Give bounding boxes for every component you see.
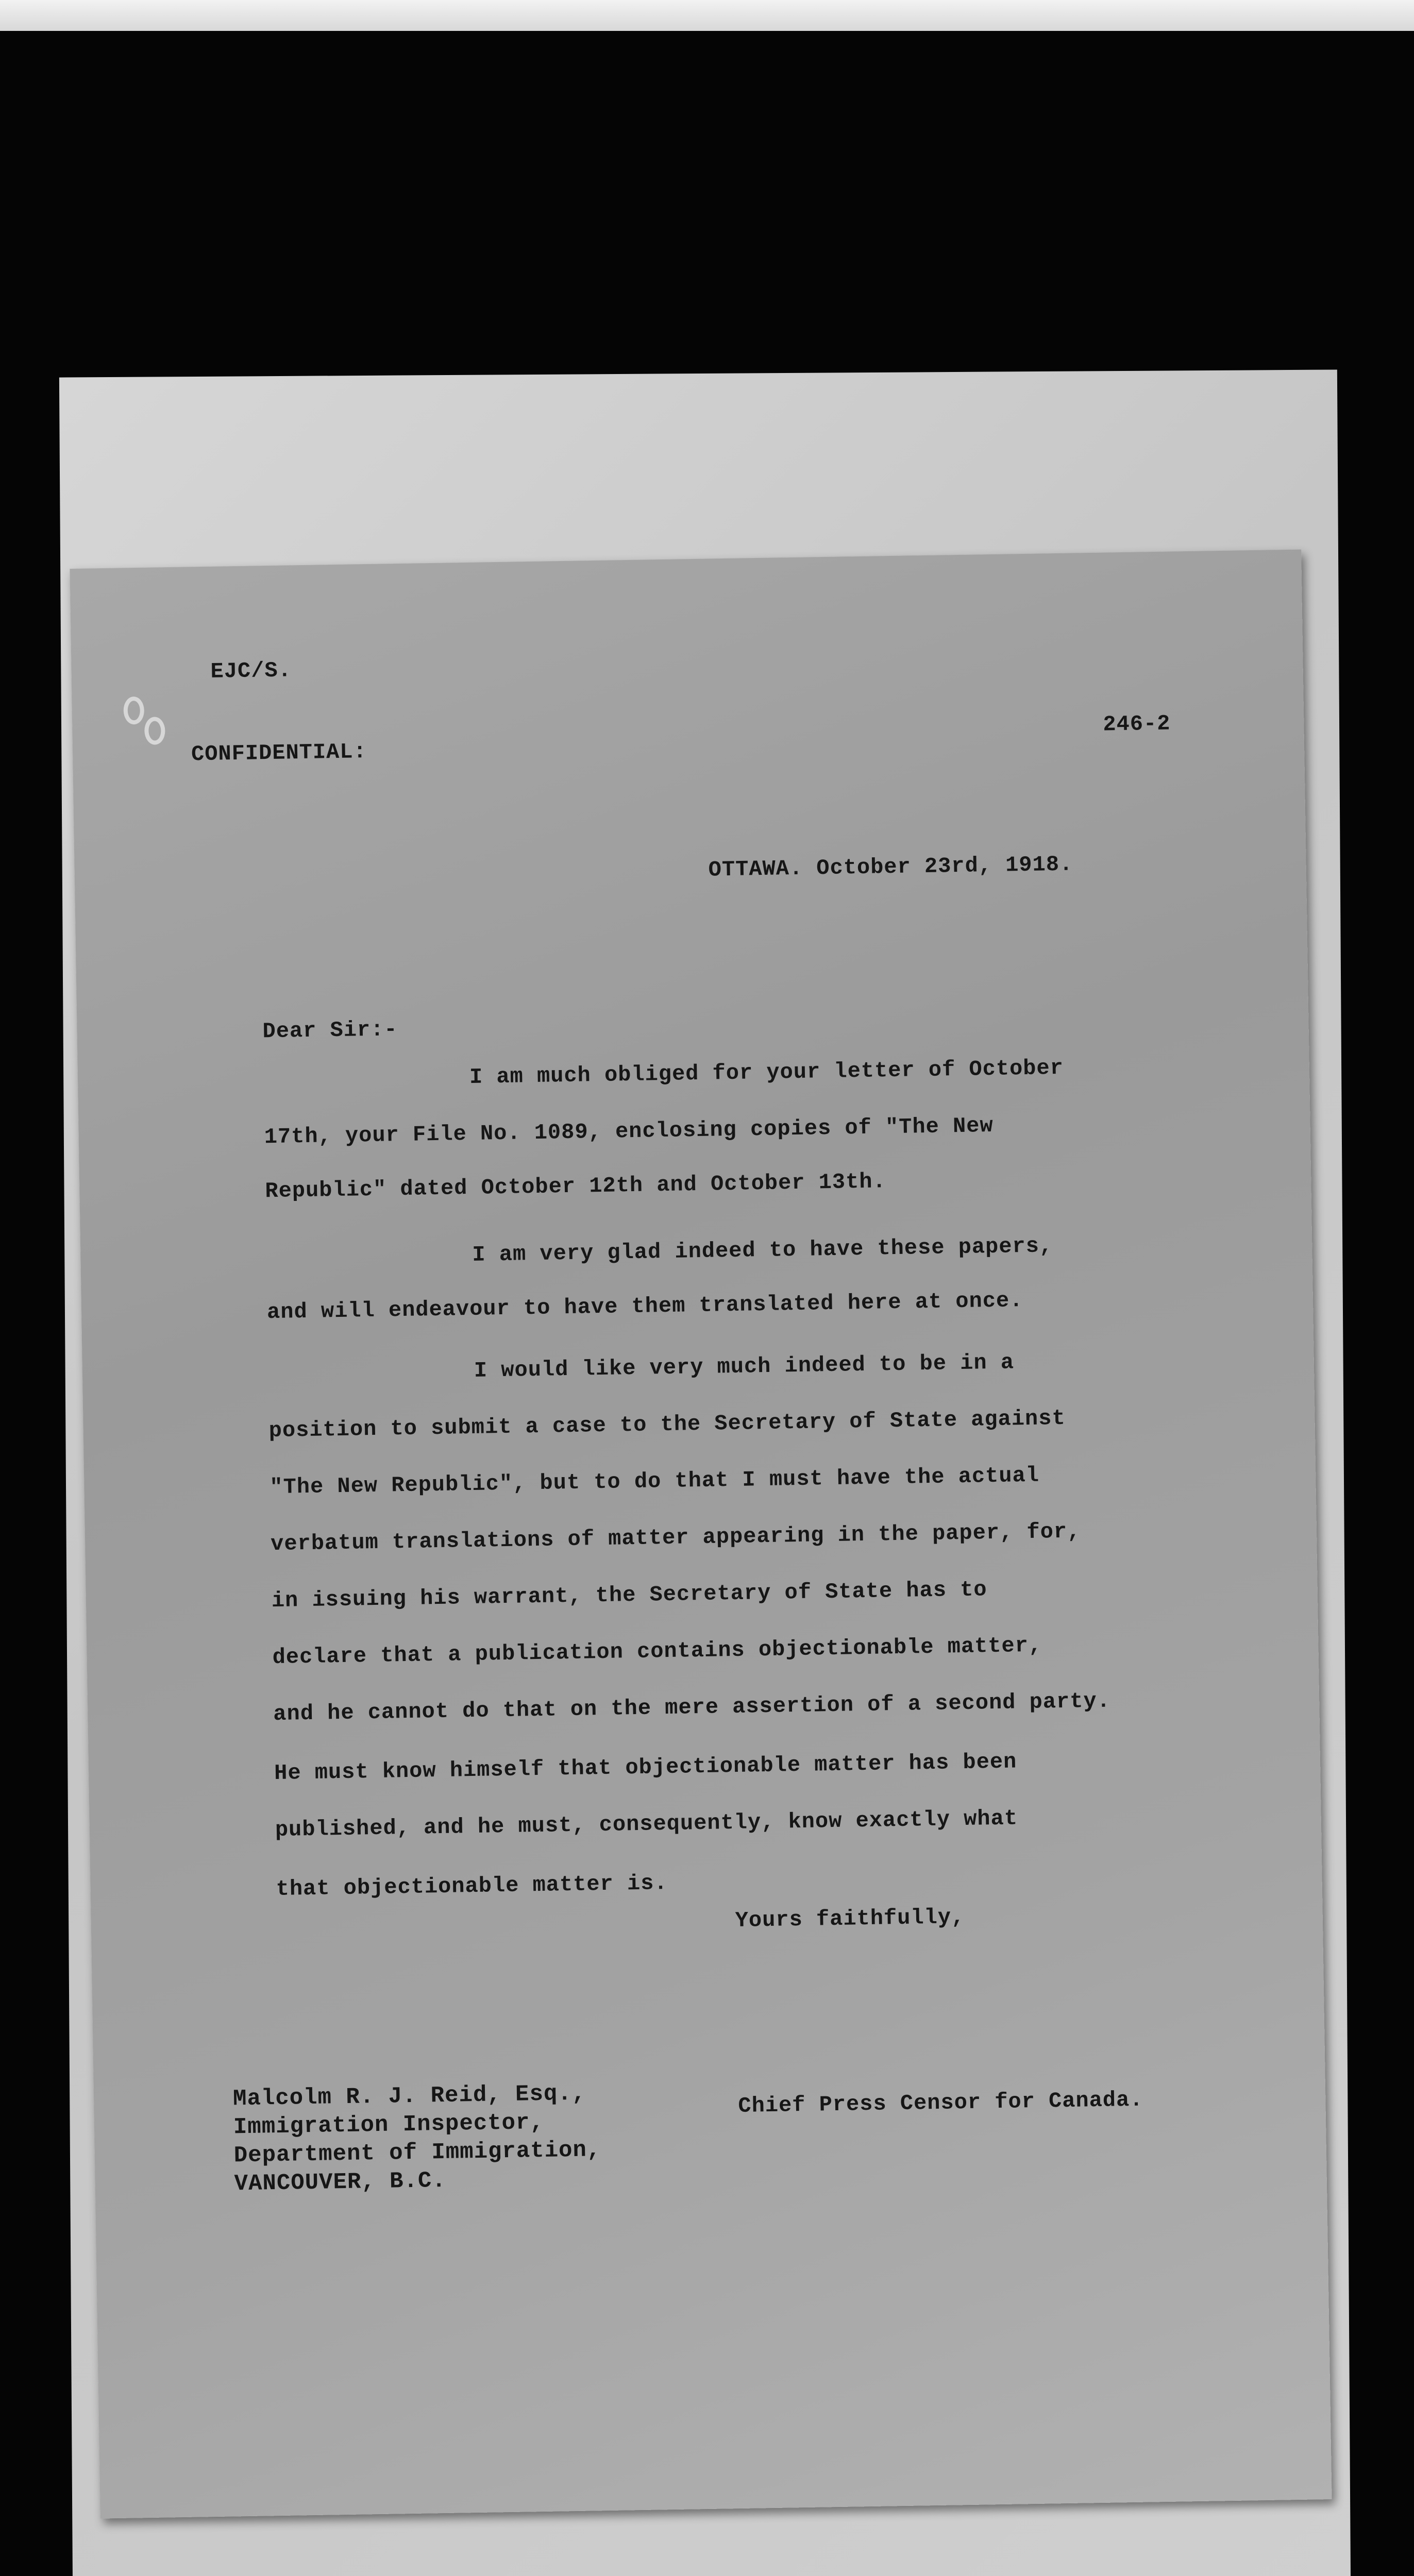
closing: Yours faithfully, xyxy=(735,1905,965,1934)
body-line: Republic" dated October 12th and October 13th. xyxy=(265,1169,887,1204)
binder-ring-icon xyxy=(123,697,144,725)
body-line: He must know himself that objectionable matter has been xyxy=(274,1749,1017,1786)
signatory: Chief Press Censor for Canada. xyxy=(738,2087,1143,2119)
body-line: I would like very much indeed to be in a xyxy=(474,1350,1015,1383)
body-line: "The New Republic", but to do that I must have the actual xyxy=(270,1463,1040,1500)
binder-ring-icon xyxy=(144,717,165,745)
body-line: I am very glad indeed to have these papers, xyxy=(472,1233,1053,1267)
body-line: in issuing his warrant, the Secretary of State has to xyxy=(271,1577,987,1614)
body-line: I am much obliged for your letter of October xyxy=(469,1055,1064,1090)
body-line: and he cannot do that on the mere assertion of a second party. xyxy=(273,1688,1111,1727)
body-line: 17th, your File No. 1089, enclosing copies of "The New xyxy=(264,1113,994,1150)
film-edge-strip xyxy=(0,0,1414,31)
salutation: Dear Sir:- xyxy=(262,1017,398,1044)
addressee-line: VANCOUVER, B.C. xyxy=(234,2167,447,2197)
dateline: OTTAWA. October 23rd, 1918. xyxy=(708,852,1073,883)
addressee-line: Malcolm R. J. Reid, Esq., xyxy=(232,2080,586,2112)
body-line: declare that a publication contains objectionable matter, xyxy=(272,1633,1042,1670)
body-line: position to submit a case to the Secretary of State against xyxy=(268,1405,1066,1444)
body-line: verbatum translations of matter appearing in the paper, for, xyxy=(270,1519,1081,1557)
classification-label: CONFIDENTIAL: xyxy=(191,739,367,767)
reference-code: EJC/S. xyxy=(210,658,292,684)
addressee-line: Immigration Inspector, xyxy=(233,2109,545,2141)
body-line: that objectionable matter is. xyxy=(276,1871,668,1902)
body-line: published, and he must, consequently, know exactly what xyxy=(275,1806,1018,1843)
addressee-line: Department of Immigration, xyxy=(233,2137,601,2169)
body-line: and will endeavour to have them translated here at once. xyxy=(266,1288,1023,1325)
letter-page xyxy=(70,549,1332,2518)
file-number: 246-2 xyxy=(1103,711,1171,737)
